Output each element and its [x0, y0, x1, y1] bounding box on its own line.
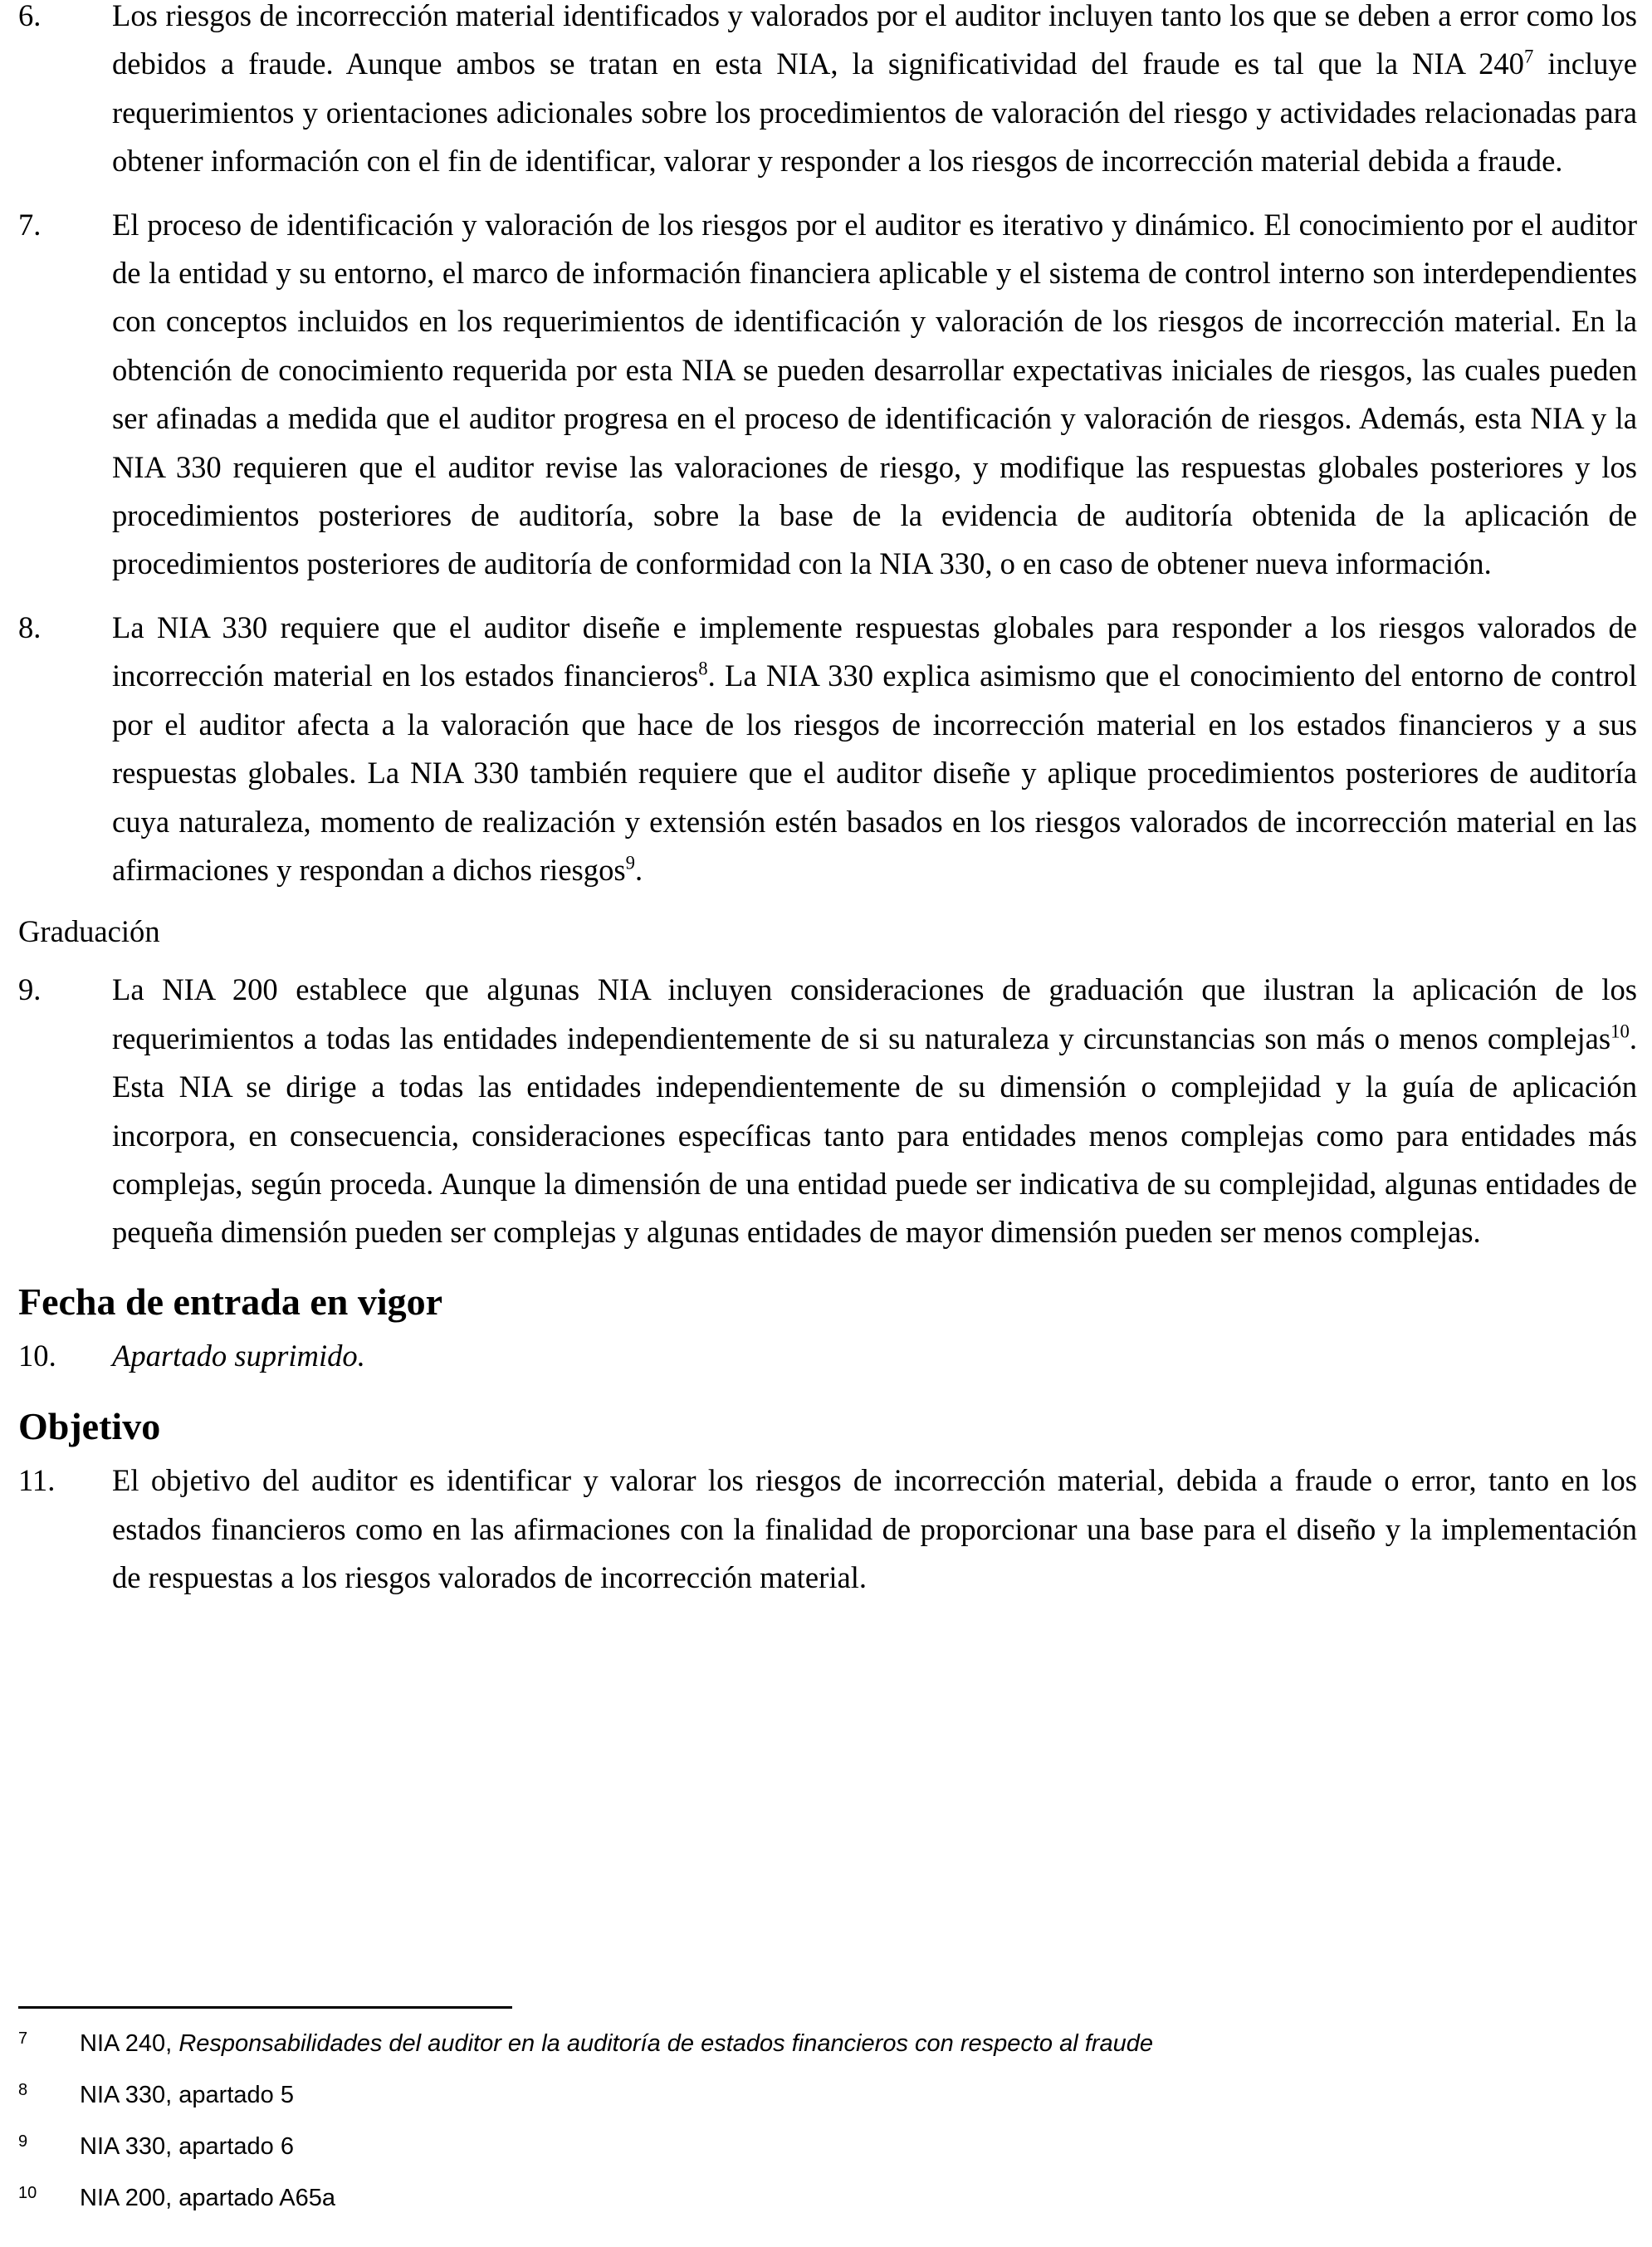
- footnote-number: 7: [18, 2029, 28, 2048]
- heading-fecha-entrada-vigor: Fecha de entrada en vigor: [18, 1280, 443, 1323]
- paragraph-number: 10.: [18, 1338, 56, 1373]
- footnote-ref-7[interactable]: 7: [1523, 46, 1534, 67]
- footnote-separator: [18, 2006, 512, 2009]
- paragraph-8: [18, 604, 1637, 894]
- main-content: [18, 0, 1637, 1602]
- paragraph-text: Apartado suprimido.: [112, 1338, 365, 1373]
- paragraph-number: 9.: [18, 972, 42, 1007]
- footnote-10: [18, 2181, 1637, 2215]
- subheading-graduacion: Graduación: [18, 914, 160, 949]
- footnote-text: NIA 240, Responsabilidades del auditor en la auditoría de estados financieros con respecto al fraude: [80, 2030, 1153, 2057]
- paragraph-text: La NIA 200 establece que algunas NIA incluyen consideraciones de graduación que ilustran la aplicación de los requerimientos a todas las entidades independientemente de si su naturaleza y circunstancias son más o menos complejas$^{10}$. Esta NIA se dirige a todas las entidades independientemente de su dimensión o complejidad y la guía de aplicación incorpora, en consecuencia, consideraciones específicas tanto para entidades menos complejas como para entidades más complejas, según proceda. Aunque la dimensión de una entidad puede ser indicativa de su complejidad, algunas entidades de pequeña dimensión pueden ser complejas y algunas entidades de mayor dimensión pueden ser menos complejas.: [112, 972, 1637, 1250]
- paragraph-text: Los riesgos de incorrección material identificados y valorados por el auditor incluyen tanto los que se deben a error como los debidos a fraude. Aunque ambos se tratan en esta NIA, la significatividad del fraude es tal que la NIA $240^7$ incluye requerimientos y orientaciones adicionales sobre los procedimientos de valoración del riesgo y actividades relacionadas para obtener información con el fin de identificar, valorar y responder a los riesgos de incorrección material debida a fraude.: [112, 0, 1637, 179]
- footnotes: [18, 2006, 1637, 2215]
- paragraph-text: La NIA 330 requiere que el auditor diseñe e implemente respuestas globales para responder a los riesgos valorados de incorrección material en los estados financieros$^8$. La NIA 330 explica asimismo que el conocimiento del entorno de control por el auditor afecta a la valoración que hace de los riesgos de incorrección material en los estados financieros y a sus respuestas globales. La NIA 330 también requiere que el auditor diseñe y aplique procedimientos posteriores de auditoría cuya naturaleza, momento de realización y extensión estén basados en los riesgos valorados de incorrección material en las afirmaciones y respondan a dichos riesgos$^9$.: [112, 609, 1638, 887]
- paragraph-6: [18, 0, 1637, 186]
- paragraph-number: 11.: [18, 1463, 56, 1498]
- footnote-8: [18, 2078, 1637, 2112]
- paragraph-9: [18, 966, 1637, 1256]
- paragraph-7: [18, 201, 1637, 589]
- footnote-text: NIA 330, apartado 6: [80, 2133, 294, 2160]
- paragraph-text: El proceso de identificación y valoración de los riesgos por el auditor es iterativo y dinámico. El conocimiento por el auditor de la entidad y su entorno, el marco de información financiera aplicable y el sistema de control interno son interdependientes con conceptos incluidos en los requerimientos de identificación y valoración de los riesgos de incorrección material. En la obtención de conocimiento requerida por esta NIA se pueden desarrollar expectativas iniciales de riesgos, las cuales pueden ser afinadas a medida que el auditor progresa en el proceso de identificación y valoración de riesgos. Además, esta NIA y la NIA 330 requieren que el auditor revise las valoraciones de riesgo, y modifique las respuestas globales posteriores y los procedimientos posteriores de auditoría, sobre la base de la evidencia de auditoría obtenida de la aplicación de procedimientos posteriores de auditoría de conformidad con la NIA 330, o en caso de obtener nueva información.: [112, 207, 1637, 581]
- heading-objetivo: Objetivo: [18, 1405, 161, 1448]
- footnote-number: 8: [18, 2081, 28, 2099]
- footnote-text: NIA 330, apartado 5: [80, 2082, 294, 2108]
- footnote-ref-8[interactable]: 8: [698, 658, 708, 679]
- paragraph-text: El objetivo del auditor es identificar y valorar los riesgos de incorrección material, debida a fraude o error, tanto en los estados financieros como en las afirmaciones con la finalidad de proporcionar una base para el diseño y la implementación de respuestas a los riesgos valorados de incorrección material.: [112, 1463, 1637, 1594]
- footnote-ref-9[interactable]: 9: [625, 852, 635, 874]
- footnote-ref-10[interactable]: 10: [1610, 1021, 1630, 1042]
- footnote-text: NIA 200, apartado A65a: [80, 2185, 335, 2211]
- paragraph-number: 6.: [18, 0, 42, 32]
- footnote-number: 9: [18, 2132, 28, 2151]
- footnote-9: [18, 2130, 1637, 2163]
- paragraph-10: [18, 1332, 1637, 1380]
- footnote-number: 10: [18, 2184, 37, 2202]
- paragraph-number: 8.: [18, 609, 42, 644]
- footnote-7: [18, 2027, 1637, 2060]
- paragraph-number: 7.: [18, 207, 42, 242]
- paragraph-11: [18, 1456, 1637, 1602]
